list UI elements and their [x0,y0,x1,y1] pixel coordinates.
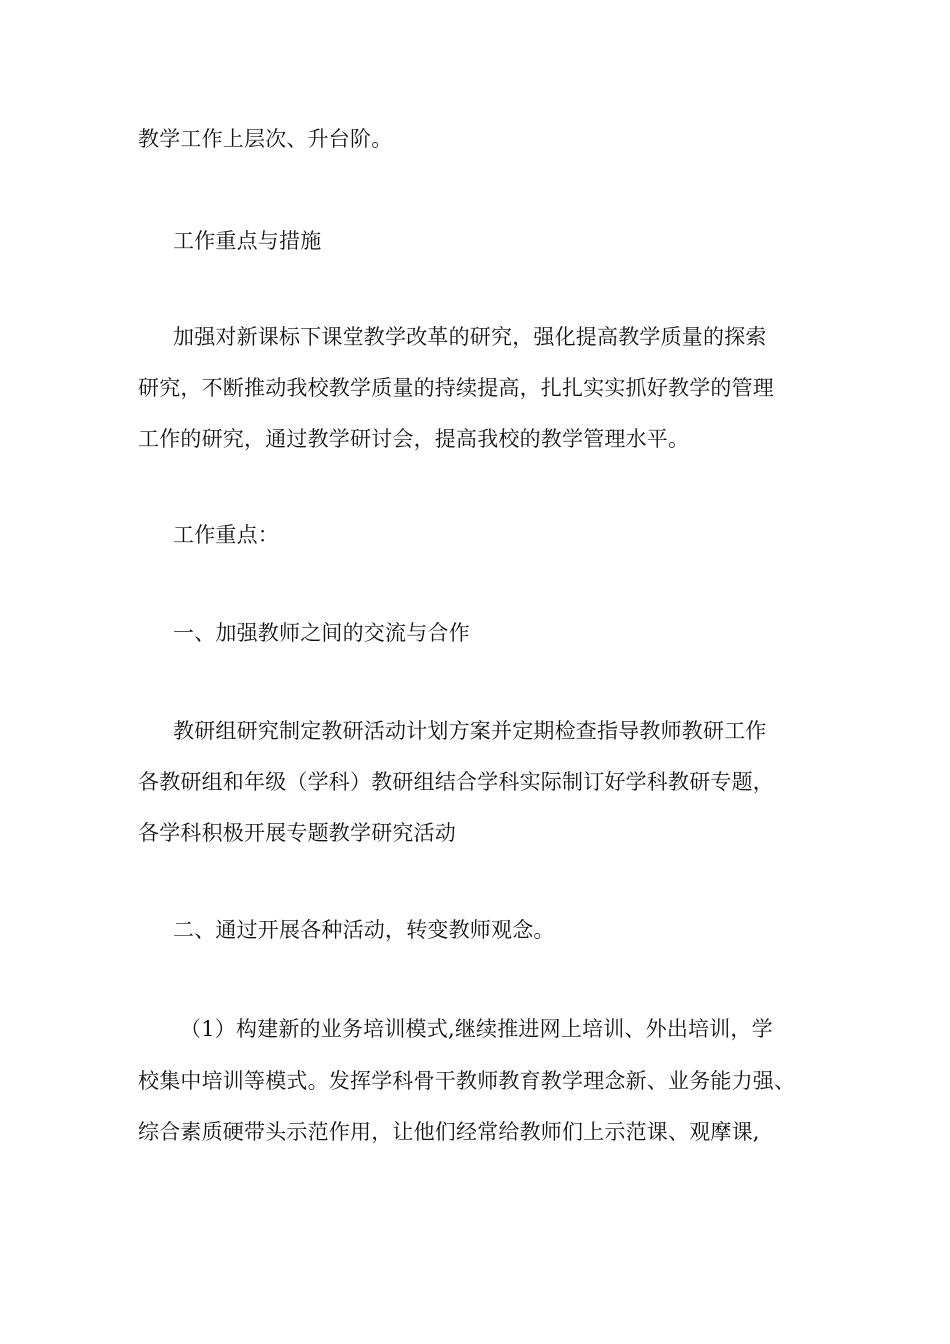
paragraph-line: 研究，不断推动我校教学质量的持续提高，扎扎实实抓好教学的管理 [138,376,774,400]
paragraph-line: 各教研组和年级（学科）教研组结合学科实际制订好学科教研专题， [138,770,774,794]
paragraph-line: 教学工作上层次、升台阶。 [138,127,393,151]
paragraph-line: 校集中培训等模式。发挥学科骨干教师教育教学理念新、业务能力强、 [138,1069,796,1093]
paragraph-line: 各学科积极开展专题教学研究活动 [138,821,456,845]
paragraph-line: 教研组研究制定教研活动计划方案并定期检查指导教师教研工作 [173,719,767,743]
section-heading: 工作重点与措施 [173,229,322,253]
paragraph-line: 综合素质硬带头示范作用，让他们经常给教师们上示范课、观摩课, [138,1120,760,1144]
section-heading: 二、通过开展各种活动，转变教师观念。 [173,918,555,942]
paragraph-line: （1）构建新的业务培训模式,继续推进网上培训、外出培训，学 [180,1017,773,1041]
section-heading: 一、加强教师之间的交流与合作 [173,621,470,645]
paragraph-line: 加强对新课标下课堂教学改革的研究，强化提高教学质量的探索 [173,325,767,349]
paragraph-line: 工作的研究，通过教学研讨会，提高我校的教学管理水平。 [138,427,690,451]
section-heading: 工作重点： [173,523,279,547]
